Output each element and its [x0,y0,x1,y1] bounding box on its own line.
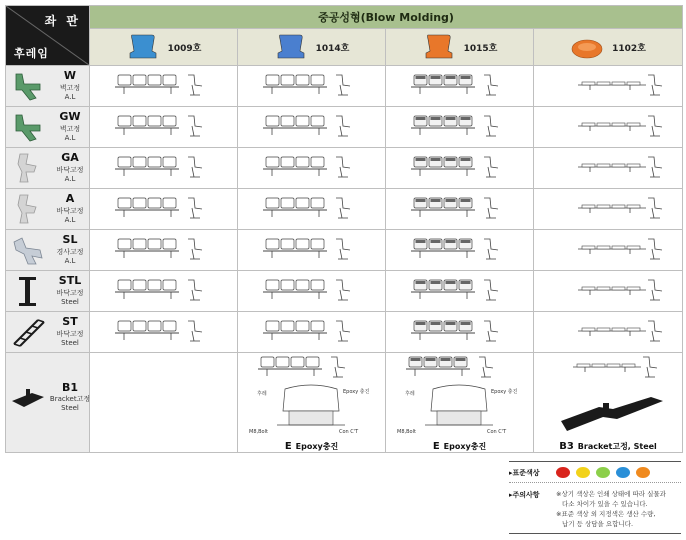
mount-note-code: B3 [559,441,574,452]
frame-code: SL [62,233,78,246]
frame-description [48,84,92,102]
frame-material: Steel [61,339,79,347]
mount-note-text: Epoxy충진 [295,442,339,451]
epoxy-detail-diagram [247,383,377,439]
standard-color-label: ▸표준색상 [509,469,540,477]
bench-cell [90,66,238,107]
black-ladder-frame-icon [10,316,46,348]
bench-cell [90,353,238,453]
color-swatch [596,467,610,478]
caution-text [556,489,681,529]
frame-description [48,248,92,266]
bench-cell [386,271,534,312]
caution-line: 납기 등 상담을 요합니다. [562,520,634,528]
bench-diagram [252,71,372,101]
bench-cell [90,148,238,189]
frame-code: W [63,69,77,82]
legend-divider [509,482,681,483]
bench-diagram [548,276,668,306]
green-wall-frame-icon [10,111,46,143]
bench-cell [238,312,386,353]
bench-cell [90,230,238,271]
bench-diagram [104,112,224,142]
bench-diagram [548,71,668,101]
epoxy-detail-diagram [395,383,525,439]
bench-diagram [548,112,668,142]
seat-header-label: 좌 판 [44,14,81,28]
bench-cell [534,230,683,271]
detail-label-frame: 후레 [404,391,415,397]
model-header-2 [238,29,386,66]
frame-code: A [65,192,75,205]
model-header-content [534,33,682,61]
model-header-content [386,33,533,61]
seat-color-icon [274,33,308,61]
detail-label-epoxy: Epoxy 충진 [342,389,369,395]
detail-label-bolt: M8,Bolt [396,429,416,435]
bench-diagram [400,194,520,224]
black-steel-frame-icon [10,275,46,307]
frame-row-header [6,66,90,107]
detail-label-con: Con C'T [486,429,506,435]
bench-diagram [548,153,668,183]
bench-cell [238,230,386,271]
seat-color-icon [570,33,604,61]
grey-slope-frame-icon [10,234,46,266]
bench-cell [534,353,683,453]
frame-description [48,395,92,413]
model-header-3 [386,29,534,66]
frame-row-header [6,107,90,148]
bench-cell [386,66,534,107]
frame-mount-type: 바닥고정 [56,289,84,297]
bench-diagram [400,112,520,142]
bench-cell [534,66,683,107]
model-header-content [238,33,385,61]
frame-description [48,289,92,307]
grey-floor-frame-icon [10,152,46,184]
bench-diagram [400,235,520,265]
bench-diagram [400,317,520,347]
caution-label: ▸주의사항 [509,491,540,499]
caution-line: ※표준 색상 외 지정색은 생산 수량, [556,510,656,518]
bench-diagram [548,194,668,224]
frame-mount-type: 바닥고정 [56,330,84,338]
bench-cell [386,148,534,189]
mount-note [534,441,682,452]
frame-material: Steel [61,404,79,412]
table-corner-header [6,6,90,66]
frame-material: A.L [64,175,76,183]
frame-description [48,166,92,184]
legend-box [509,461,681,534]
detail-label-frame: 후레 [256,391,267,397]
frame-material: A.L [64,257,76,265]
mount-note-text: Epoxy충진 [443,442,487,451]
frame-mount-type: 벽고정 [59,125,81,133]
bench-diagram [252,194,372,224]
green-wall-frame-icon [10,70,46,102]
mount-note-text: Bracket고정, Steel [577,442,657,451]
color-swatch [556,467,570,478]
frame-code: GW [59,110,81,123]
bench-cell [534,312,683,353]
model-number-label: 1014호 [315,43,350,54]
frame-description [48,330,92,348]
bench-cell [534,271,683,312]
group-title: 중공성형(Blow Molding) [90,6,683,29]
frame-row-header [6,271,90,312]
model-number-label: 1009호 [167,43,202,54]
legend-bottom-rule [509,533,681,534]
black-bracket-icon [10,379,46,411]
bracket-diagram [543,383,673,439]
bench-diagram [104,194,224,224]
detail-label-epoxy: Epoxy 충진 [490,389,517,395]
frame-mount-type: 경사고정 [56,248,84,256]
bench-cell [90,312,238,353]
bench-diagram [400,276,520,306]
bench-diagram [252,317,372,347]
bench-diagram [395,353,525,383]
bench-diagram [104,317,224,347]
model-number-label: 1015호 [463,43,498,54]
bench-cell [386,230,534,271]
bench-diagram [548,317,668,347]
bench-diagram [104,235,224,265]
frame-material: Steel [61,298,79,306]
bench-cell [238,353,386,453]
frame-mount-type: 바닥고정 [56,207,84,215]
frame-code: B1 [61,381,79,394]
bench-cell [238,148,386,189]
bench-diagram [252,235,372,265]
frame-mount-type: 바닥고정 [56,166,84,174]
bench-diagram [400,153,520,183]
bench-cell [90,271,238,312]
bench-cell [386,312,534,353]
caution-line: ※상기 색상은 인쇄 상태에 따라 실물과 [556,490,666,498]
color-swatch [636,467,650,478]
frame-code: ST [62,315,78,328]
bench-cell [238,107,386,148]
frame-row-header [6,230,90,271]
frame-row-header [6,189,90,230]
detail-label-bolt: M8,Bolt [248,429,268,435]
bench-cell [534,148,683,189]
mount-note [238,441,385,452]
bench-cell [534,107,683,148]
bench-cell [386,107,534,148]
product-matrix-table [5,5,683,453]
frame-row-header [6,353,90,453]
bench-diagram [543,353,673,383]
frame-row-header [6,312,90,353]
bench-diagram [104,153,224,183]
bench-cell [386,353,534,453]
bench-cell [386,189,534,230]
bench-diagram [104,276,224,306]
frame-row-header [6,148,90,189]
bench-diagram [252,112,372,142]
frame-header-label: 후레임 [14,47,49,60]
seat-color-icon [126,33,160,61]
frame-material: A.L [64,216,76,224]
bench-cell [90,189,238,230]
frame-description [48,207,92,225]
grey-floor-frame-icon [10,193,46,225]
bench-cell [238,189,386,230]
caution-line: 다소 차이가 있을 수 있습니다. [562,500,648,508]
bench-cell [238,271,386,312]
frame-mount-type: 벽고정 [59,84,81,92]
model-header-1 [90,29,238,66]
mount-note-code: E [284,441,292,452]
mount-note [386,441,533,452]
color-swatch [576,467,590,478]
bench-diagram [247,353,377,383]
bench-diagram [104,71,224,101]
frame-code: GA [61,151,79,164]
detail-label-con: Con C'T [338,429,358,435]
model-number-label: 1102호 [612,43,646,54]
bench-diagram [400,71,520,101]
frame-material: A.L [64,134,76,142]
color-swatches [556,467,650,478]
frame-code: STL [58,274,82,287]
bench-diagram [548,235,668,265]
bench-cell [534,189,683,230]
model-header-content [90,33,237,61]
bench-cell [90,107,238,148]
frame-material: A.L [64,93,76,101]
frame-description [48,125,92,143]
mount-note-code: E [432,441,440,452]
seat-color-icon [422,33,456,61]
bench-cell [238,66,386,107]
color-swatch [616,467,630,478]
bench-diagram [252,276,372,306]
bench-diagram [252,153,372,183]
frame-mount-type: Bracket고정 [49,395,91,403]
model-header-4 [534,29,683,66]
